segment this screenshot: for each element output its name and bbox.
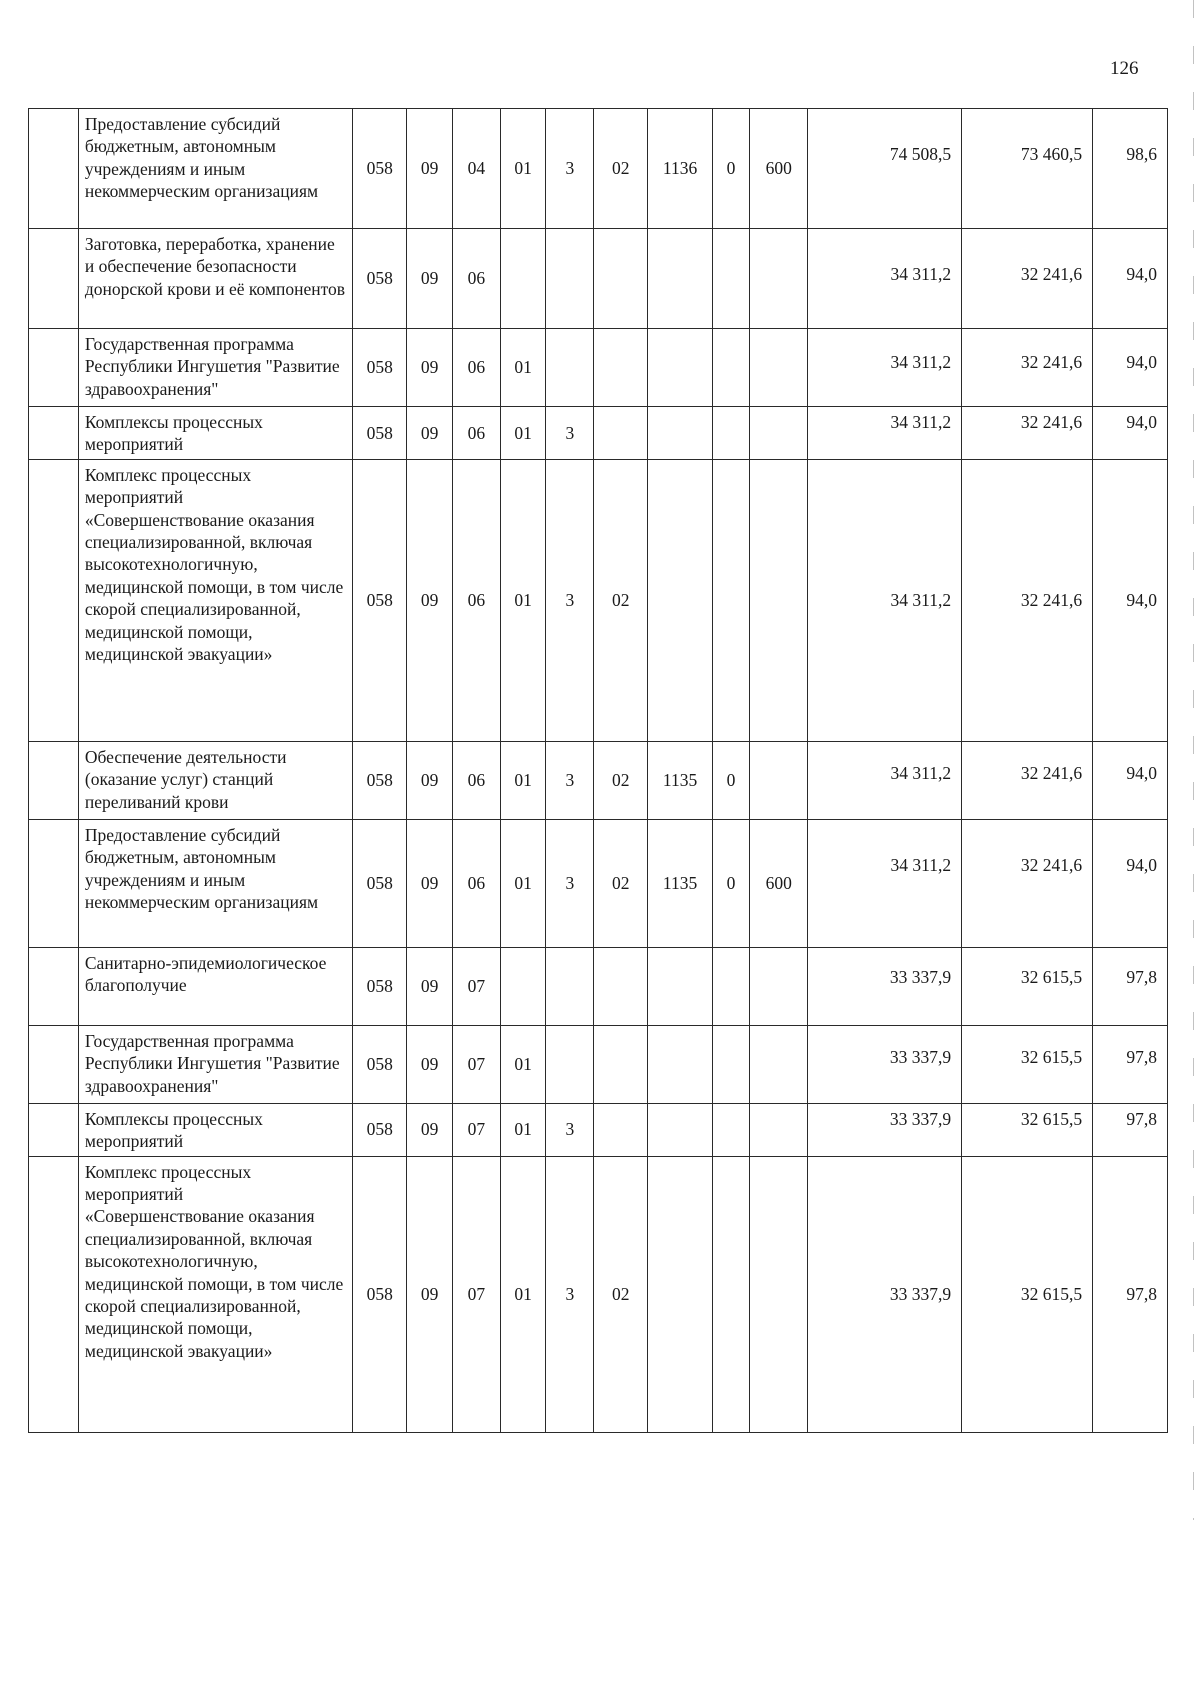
code-subprogram <box>594 407 648 460</box>
table-row <box>29 459 1168 741</box>
code-section: 09 <box>407 819 453 947</box>
code-section: 09 <box>407 407 453 460</box>
code-subdirection <box>712 1025 749 1103</box>
table-row <box>29 1103 1168 1156</box>
code-subprogram: 02 <box>594 1156 648 1432</box>
code-ministry: 058 <box>353 1103 407 1156</box>
budget-table <box>28 108 1168 1433</box>
amount-actual: 32 241,6 <box>962 407 1093 460</box>
row-name: Санитарно-эпидемиологическое благополучие <box>78 947 352 1025</box>
code-program-type <box>546 1025 594 1103</box>
code-expense-type: 600 <box>750 819 808 947</box>
code-section: 09 <box>407 109 453 229</box>
row-name: Государственная программа Республики Ингушетия "Развитие здравоохранения" <box>78 1025 352 1103</box>
code-ministry: 058 <box>353 819 407 947</box>
amount-plan: 34 311,2 <box>808 819 962 947</box>
amount-plan: 34 311,2 <box>808 459 962 741</box>
row-number-cell <box>29 459 79 741</box>
code-ministry: 058 <box>353 741 407 819</box>
code-subdirection <box>712 407 749 460</box>
code-subprogram <box>594 1103 648 1156</box>
table-row <box>29 819 1168 947</box>
code-subprogram <box>594 947 648 1025</box>
code-direction: 1136 <box>648 109 712 229</box>
code-program: 01 <box>500 109 546 229</box>
code-program-type: 3 <box>546 407 594 460</box>
code-program <box>500 947 546 1025</box>
amount-percent: 98,6 <box>1093 109 1168 229</box>
code-direction <box>648 1025 712 1103</box>
code-subdirection <box>712 1156 749 1432</box>
code-ministry: 058 <box>353 329 407 407</box>
table-row <box>29 407 1168 460</box>
code-subdirection <box>712 229 749 329</box>
code-section: 09 <box>407 329 453 407</box>
amount-actual: 73 460,5 <box>962 109 1093 229</box>
row-name: Заготовка, переработка, хранение и обеспечение безопасности донорской крови и её компонентов <box>78 229 352 329</box>
code-direction <box>648 459 712 741</box>
row-number-cell <box>29 1156 79 1432</box>
row-name: Обеспечение деятельности (оказание услуг) станций переливаний крови <box>78 741 352 819</box>
code-program: 01 <box>500 819 546 947</box>
code-program-type: 3 <box>546 741 594 819</box>
scan-edge-artifact <box>1193 0 1194 1520</box>
code-subdirection <box>712 947 749 1025</box>
amount-plan: 33 337,9 <box>808 1025 962 1103</box>
code-expense-type <box>750 407 808 460</box>
code-section: 09 <box>407 459 453 741</box>
code-subprogram <box>594 329 648 407</box>
code-subprogram <box>594 1025 648 1103</box>
row-number-cell <box>29 229 79 329</box>
code-section: 09 <box>407 1156 453 1432</box>
amount-percent: 97,8 <box>1093 1103 1168 1156</box>
code-subsection: 04 <box>452 109 500 229</box>
row-name: Государственная программа Республики Ингушетия "Развитие здравоохранения" <box>78 329 352 407</box>
code-subprogram: 02 <box>594 109 648 229</box>
code-subprogram <box>594 229 648 329</box>
code-section: 09 <box>407 741 453 819</box>
amount-plan: 33 337,9 <box>808 1156 962 1432</box>
code-direction <box>648 407 712 460</box>
code-expense-type <box>750 1156 808 1432</box>
code-expense-type: 600 <box>750 109 808 229</box>
amount-actual: 32 615,5 <box>962 1025 1093 1103</box>
code-program: 01 <box>500 741 546 819</box>
code-program: 01 <box>500 407 546 460</box>
code-expense-type <box>750 1025 808 1103</box>
amount-percent: 94,0 <box>1093 741 1168 819</box>
amount-plan: 74 508,5 <box>808 109 962 229</box>
row-name: Комплексы процессных мероприятий <box>78 407 352 460</box>
amount-actual: 32 241,6 <box>962 459 1093 741</box>
code-program-type: 3 <box>546 109 594 229</box>
code-subsection: 06 <box>452 741 500 819</box>
code-direction <box>648 1103 712 1156</box>
code-program: 01 <box>500 329 546 407</box>
code-program <box>500 229 546 329</box>
row-number-cell <box>29 1103 79 1156</box>
amount-percent: 94,0 <box>1093 459 1168 741</box>
code-subdirection <box>712 459 749 741</box>
code-direction <box>648 1156 712 1432</box>
amount-plan: 34 311,2 <box>808 741 962 819</box>
code-subdirection <box>712 329 749 407</box>
amount-actual: 32 241,6 <box>962 329 1093 407</box>
code-subsection: 07 <box>452 1103 500 1156</box>
code-program-type: 3 <box>546 1103 594 1156</box>
code-section: 09 <box>407 1103 453 1156</box>
amount-actual: 32 615,5 <box>962 947 1093 1025</box>
code-subsection: 07 <box>452 1025 500 1103</box>
amount-percent: 97,8 <box>1093 1025 1168 1103</box>
table-row <box>29 329 1168 407</box>
code-subsection: 07 <box>452 1156 500 1432</box>
code-subsection: 07 <box>452 947 500 1025</box>
code-expense-type <box>750 329 808 407</box>
row-name: Комплексы процессных мероприятий <box>78 1103 352 1156</box>
row-name: Предоставление субсидий бюджетным, автономным учреждениям и иным некоммерческим организациям <box>78 109 352 229</box>
code-program: 01 <box>500 1103 546 1156</box>
amount-plan: 33 337,9 <box>808 947 962 1025</box>
code-expense-type <box>750 459 808 741</box>
code-program-type: 3 <box>546 459 594 741</box>
code-subsection: 06 <box>452 229 500 329</box>
code-ministry: 058 <box>353 1156 407 1432</box>
code-subdirection <box>712 1103 749 1156</box>
code-program-type: 3 <box>546 1156 594 1432</box>
code-subsection: 06 <box>452 459 500 741</box>
amount-percent: 94,0 <box>1093 819 1168 947</box>
table-row <box>29 947 1168 1025</box>
code-ministry: 058 <box>353 947 407 1025</box>
row-number-cell <box>29 947 79 1025</box>
code-ministry: 058 <box>353 1025 407 1103</box>
code-subdirection: 0 <box>712 109 749 229</box>
row-number-cell <box>29 329 79 407</box>
table-row <box>29 1025 1168 1103</box>
row-name: Предоставление субсидий бюджетным, автономным учреждениям и иным некоммерческим организациям <box>78 819 352 947</box>
amount-actual: 32 241,6 <box>962 229 1093 329</box>
code-subsection: 06 <box>452 819 500 947</box>
table-row <box>29 229 1168 329</box>
code-subdirection: 0 <box>712 819 749 947</box>
code-direction: 1135 <box>648 819 712 947</box>
code-program-type <box>546 947 594 1025</box>
code-expense-type <box>750 229 808 329</box>
amount-percent: 97,8 <box>1093 1156 1168 1432</box>
amount-percent: 94,0 <box>1093 329 1168 407</box>
table-row <box>29 1156 1168 1432</box>
code-section: 09 <box>407 947 453 1025</box>
code-subprogram: 02 <box>594 741 648 819</box>
code-expense-type <box>750 741 808 819</box>
code-program-type <box>546 329 594 407</box>
code-program-type <box>546 229 594 329</box>
code-subsection: 06 <box>452 407 500 460</box>
row-name: Комплекс процессных мероприятий «Совершенствование оказания специализированной, включая высокотехнологичную, медицинской помощи, в том числе скорой специализированной, медицинской помощи, медицинской эвакуации» <box>78 1156 352 1432</box>
amount-actual: 32 241,6 <box>962 819 1093 947</box>
code-subsection: 06 <box>452 329 500 407</box>
code-subprogram: 02 <box>594 459 648 741</box>
code-subdirection: 0 <box>712 741 749 819</box>
row-number-cell <box>29 407 79 460</box>
code-direction: 1135 <box>648 741 712 819</box>
code-program: 01 <box>500 1156 546 1432</box>
code-expense-type <box>750 947 808 1025</box>
code-direction <box>648 329 712 407</box>
amount-percent: 97,8 <box>1093 947 1168 1025</box>
code-ministry: 058 <box>353 407 407 460</box>
amount-actual: 32 615,5 <box>962 1156 1093 1432</box>
code-expense-type <box>750 1103 808 1156</box>
row-number-cell <box>29 741 79 819</box>
row-number-cell <box>29 1025 79 1103</box>
amount-plan: 34 311,2 <box>808 407 962 460</box>
amount-percent: 94,0 <box>1093 407 1168 460</box>
code-program-type: 3 <box>546 819 594 947</box>
code-program: 01 <box>500 459 546 741</box>
row-number-cell <box>29 819 79 947</box>
table-row <box>29 741 1168 819</box>
code-ministry: 058 <box>353 229 407 329</box>
code-program: 01 <box>500 1025 546 1103</box>
table-row <box>29 109 1168 229</box>
code-direction <box>648 947 712 1025</box>
code-ministry: 058 <box>353 109 407 229</box>
page-number: 126 <box>1110 58 1139 79</box>
amount-plan: 34 311,2 <box>808 229 962 329</box>
amount-plan: 33 337,9 <box>808 1103 962 1156</box>
amount-plan: 34 311,2 <box>808 329 962 407</box>
row-number-cell <box>29 109 79 229</box>
amount-actual: 32 615,5 <box>962 1103 1093 1156</box>
code-subprogram: 02 <box>594 819 648 947</box>
code-direction <box>648 229 712 329</box>
code-ministry: 058 <box>353 459 407 741</box>
code-section: 09 <box>407 1025 453 1103</box>
amount-percent: 94,0 <box>1093 229 1168 329</box>
row-name: Комплекс процессных мероприятий «Совершенствование оказания специализированной, включая высокотехнологичную, медицинской помощи, в том числе скорой специализированной, медицинской помощи, медицинской эвакуации» <box>78 459 352 741</box>
code-section: 09 <box>407 229 453 329</box>
amount-actual: 32 241,6 <box>962 741 1093 819</box>
